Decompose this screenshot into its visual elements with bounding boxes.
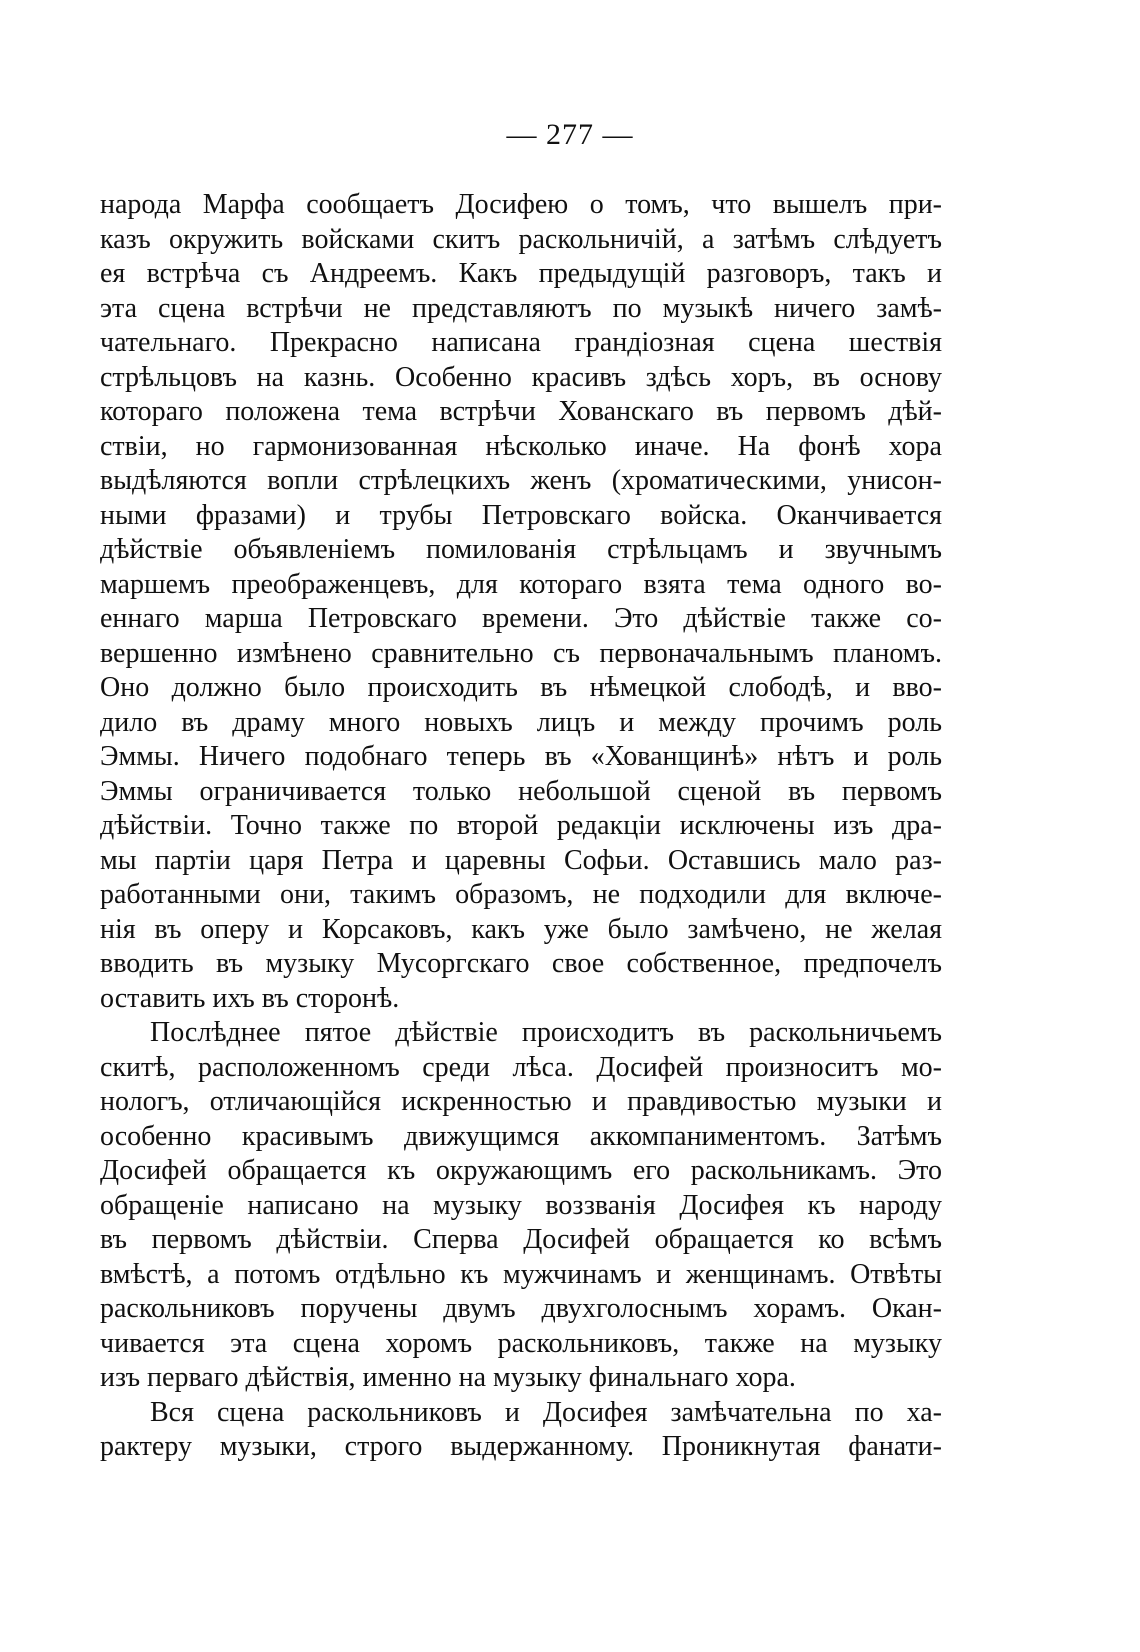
text-line: ствіи, но гармонизованная нѣсколько иначе. На фонѣ хора xyxy=(100,430,942,462)
body-text xyxy=(100,188,942,1465)
text-line: работанными они, такимъ образомъ, не подходили для включе- xyxy=(100,879,942,910)
text-line: обращеніе написано на музыку воззванія Досифея къ народу xyxy=(100,1189,942,1221)
text-line: въ первомъ дѣйствіи. Сперва Досифей обращается ко всѣмъ xyxy=(100,1224,942,1255)
text-line: вмѣстѣ, а потомъ отдѣльно къ мужчинамъ и женщинамъ. Отвѣты xyxy=(100,1258,942,1290)
text-line: Досифей обращается къ окружающимъ его раскольникамъ. Это xyxy=(100,1155,942,1186)
text-line: Вся сцена раскольниковъ и Досифея замѣчательна по ха- xyxy=(150,1396,942,1428)
text-line: казъ окружить войсками скитъ раскольничій, а затѣмъ слѣдуетъ xyxy=(100,223,942,255)
text-line: чательнаго. Прекрасно написана грандіозная сцена шествія xyxy=(100,327,942,358)
text-line: дило въ драму много новыхъ лицъ и между прочимъ роль xyxy=(100,706,942,738)
text-line: выдѣляются вопли стрѣлецкихъ женъ (хроматическими, унисон- xyxy=(100,465,942,496)
paragraph xyxy=(100,1396,942,1465)
text-line: раскольниковъ поручены двумъ двухголоснымъ хорамъ. Окан- xyxy=(100,1293,942,1324)
text-line: Оно должно было происходить въ нѣмецкой слободѣ, и вво- xyxy=(100,672,942,703)
text-line: народа Марфа сообщаетъ Досифею о томъ, что вышелъ при- xyxy=(100,189,942,220)
text-line: скитѣ, расположенномъ среди лѣса. Досифей произноситъ мо- xyxy=(100,1051,942,1083)
text-line: эта сцена встрѣчи не представляютъ по музыкѣ ничего замѣ- xyxy=(100,292,942,324)
page-number: — 277 — xyxy=(506,118,634,151)
text-line: Эммы ограничивается только небольшой сценой въ первомъ xyxy=(100,775,942,807)
text-line: еннаго марша Петровскаго времени. Это дѣйствіе также со- xyxy=(100,603,942,634)
text-line: мы партіи царя Петра и царевны Софьи. Оставшись мало раз- xyxy=(100,844,942,876)
text-line: Послѣднее пятое дѣйствіе происходитъ въ раскольничьемъ xyxy=(150,1017,942,1048)
text-line: дѣйствіи. Точно также по второй редакціи исключены изъ дра- xyxy=(100,810,942,841)
text-line: ными фразами) и трубы Петровскаго войска. Оканчивается xyxy=(100,499,942,531)
text-line: дѣйствіе объявленіемъ помилованія стрѣльцамъ и звучнымъ xyxy=(100,534,942,565)
paragraph xyxy=(100,1016,942,1396)
text-line: изъ перваго дѣйствія, именно на музыку финальнаго хора. xyxy=(100,1362,796,1393)
text-line: котораго положена тема встрѣчи Хованскаго въ первомъ дѣй- xyxy=(100,396,942,427)
text-line: ея встрѣча съ Андреемъ. Какъ предыдущій разговоръ, такъ и xyxy=(100,258,942,289)
text-line: чивается эта сцена хоромъ раскольниковъ, также на музыку xyxy=(100,1327,942,1359)
text-line: особенно красивымъ движущимся аккомпаниментомъ. Затѣмъ xyxy=(100,1120,942,1152)
text-line: нологъ, отличающійся искренностью и правдивостью музыки и xyxy=(100,1086,942,1117)
text-line: стрѣльцовъ на казнь. Особенно красивъ здѣсь хоръ, въ основу xyxy=(100,361,942,393)
text-line: маршемъ преображенцевъ, для котораго взята тема одного во- xyxy=(100,568,942,600)
text-line: вершенно измѣнено сравнительно съ первоначальнымъ планомъ. xyxy=(100,637,942,669)
text-line: нія въ оперу и Корсаковъ, какъ уже было замѣчено, не желая xyxy=(100,913,942,945)
paragraph xyxy=(100,188,942,1016)
text-line: рактеру музыки, строго выдержанному. Проникнутая фанати- xyxy=(100,1431,942,1462)
text-line: вводить въ музыку Мусоргскаго свое собственное, предпочелъ xyxy=(100,948,942,979)
text-line: Эммы. Ничего подобнаго теперь въ «Хованщинѣ» нѣтъ и роль xyxy=(100,741,942,772)
text-line: оставить ихъ въ сторонѣ. xyxy=(100,982,400,1014)
